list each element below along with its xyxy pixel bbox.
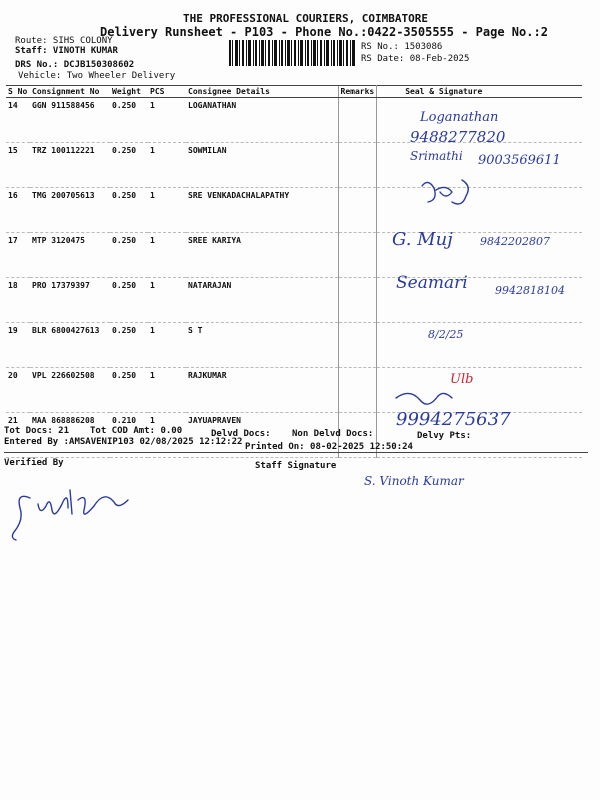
signature-name: Srimathi (410, 149, 463, 163)
signature-phone: 9994275637 (396, 409, 511, 430)
signature-scribble (422, 180, 468, 204)
cell-consignee: LOGANATHAN (186, 98, 338, 143)
signature-name: Seamari (396, 273, 468, 293)
cell-consignee: SRE VENKADACHALAPATHY (186, 188, 338, 233)
drs-no: DRS No.: DCJB150308602 (15, 60, 135, 70)
cell-consignee: JAYUAPRAVEN (186, 413, 338, 458)
cell-consignment: VPL 226602508 (30, 368, 110, 413)
signature-phone: 9003569611 (478, 153, 561, 168)
cell-pcs: 1 (148, 278, 186, 323)
signature-name: Loganathan (420, 110, 499, 125)
footer-divider (4, 452, 588, 453)
cell-sno: 15 (6, 143, 30, 188)
cell-sno: 18 (6, 278, 30, 323)
signature-phone: 9842202807 (480, 235, 550, 248)
rs-no: RS No.: 1503086 (361, 42, 443, 52)
cell-pcs: 1 (148, 188, 186, 233)
cell-consignee: NATARAJAN (186, 278, 338, 323)
vehicle: Vehicle: Two Wheeler Delivery (18, 71, 176, 81)
signature-name: G. Muj (392, 229, 453, 250)
col-consignment: Consignment No (30, 86, 110, 98)
col-weight: Weight (110, 86, 148, 98)
cell-weight: 0.250 (110, 98, 148, 143)
runsheet-title: Delivery Runsheet - P103 - Phone No.:0422-3505555 - Page No.:2 (100, 25, 548, 39)
tot-docs: Tot Docs: 21 (4, 426, 70, 436)
cell-pcs: 1 (148, 98, 186, 143)
verified-by-label: Verified By (4, 458, 64, 468)
cell-consignee: SREE KARIYA (186, 233, 338, 278)
cell-consignment: MAA 868886208 (30, 413, 110, 458)
cell-pcs: 1 (148, 143, 186, 188)
cell-consignment: PRO 17379397 (30, 278, 110, 323)
cell-weight: 0.250 (110, 188, 148, 233)
col-seal: Seal & Signature (377, 86, 582, 98)
col-sno: S No (6, 86, 30, 98)
signature-scribble (396, 393, 452, 404)
col-pcs: PCS (148, 86, 186, 98)
handwritten-signatures (370, 100, 595, 435)
cell-consignment: BLR 6800427613 (30, 323, 110, 368)
cell-pcs: 1 (148, 368, 186, 413)
signature-phone: 9488277820 (410, 128, 506, 146)
entered-by: Entered By :AMSAVENIP103 02/08/2025 12:12:22 (4, 437, 243, 447)
signature-name: Ulb (450, 372, 474, 387)
cell-weight: 0.250 (110, 278, 148, 323)
cell-sno: 14 (6, 98, 30, 143)
cell-sno: 21 (6, 413, 30, 458)
signature-name: 8/2/25 (428, 328, 464, 341)
cell-consignee: SOWMILAN (186, 143, 338, 188)
col-consignee: Consignee Details (186, 86, 338, 98)
col-remarks: Remarks (338, 86, 377, 98)
cell-sno: 17 (6, 233, 30, 278)
delvy-pts: Delvy Pts: (417, 431, 472, 441)
staff-signature-text: S. Vinoth Kumar (364, 474, 464, 488)
staff-handwritten-signature (360, 468, 520, 492)
cell-consignment: TRZ 100112221 (30, 143, 110, 188)
cell-consignment: TMG 200705613 (30, 188, 110, 233)
cell-weight: 0.250 (110, 323, 148, 368)
rs-date: RS Date: 08-Feb-2025 (361, 54, 470, 64)
signature-phone: 9942818104 (495, 284, 565, 297)
cell-weight: 0.250 (110, 143, 148, 188)
cell-pcs: 1 (148, 233, 186, 278)
staff-signature-label: Staff Signature (255, 461, 337, 471)
cell-sno: 19 (6, 323, 30, 368)
cell-pcs: 1 (148, 413, 186, 458)
tot-cod: Tot COD Amt: 0.00 (90, 426, 183, 436)
cell-consignment: GGN 911588456 (30, 98, 110, 143)
company-name: THE PROFESSIONAL COURIERS, COIMBATORE (183, 12, 429, 25)
delvd-docs: Delvd Docs: (211, 429, 271, 439)
cell-sno: 16 (6, 188, 30, 233)
cell-weight: 0.250 (110, 368, 148, 413)
cell-consignee: RAJKUMAR (186, 368, 338, 413)
barcode (229, 40, 356, 66)
cell-weight: 0.250 (110, 233, 148, 278)
staff: Staff: VINOTH KUMAR (15, 46, 118, 56)
verifier-signature (8, 470, 148, 545)
table-header (6, 86, 582, 98)
cell-pcs: 1 (148, 323, 186, 368)
non-delvd-docs: Non Delvd Docs: (292, 429, 374, 439)
route: Route: SIHS COLONY (15, 36, 113, 46)
cell-consignment: MTP 3120475 (30, 233, 110, 278)
cell-weight: 0.210 (110, 413, 148, 458)
cell-consignee: S T (186, 323, 338, 368)
cell-sno: 20 (6, 368, 30, 413)
printed-on: Printed On: 08-02-2025 12:50:24 (245, 442, 413, 452)
